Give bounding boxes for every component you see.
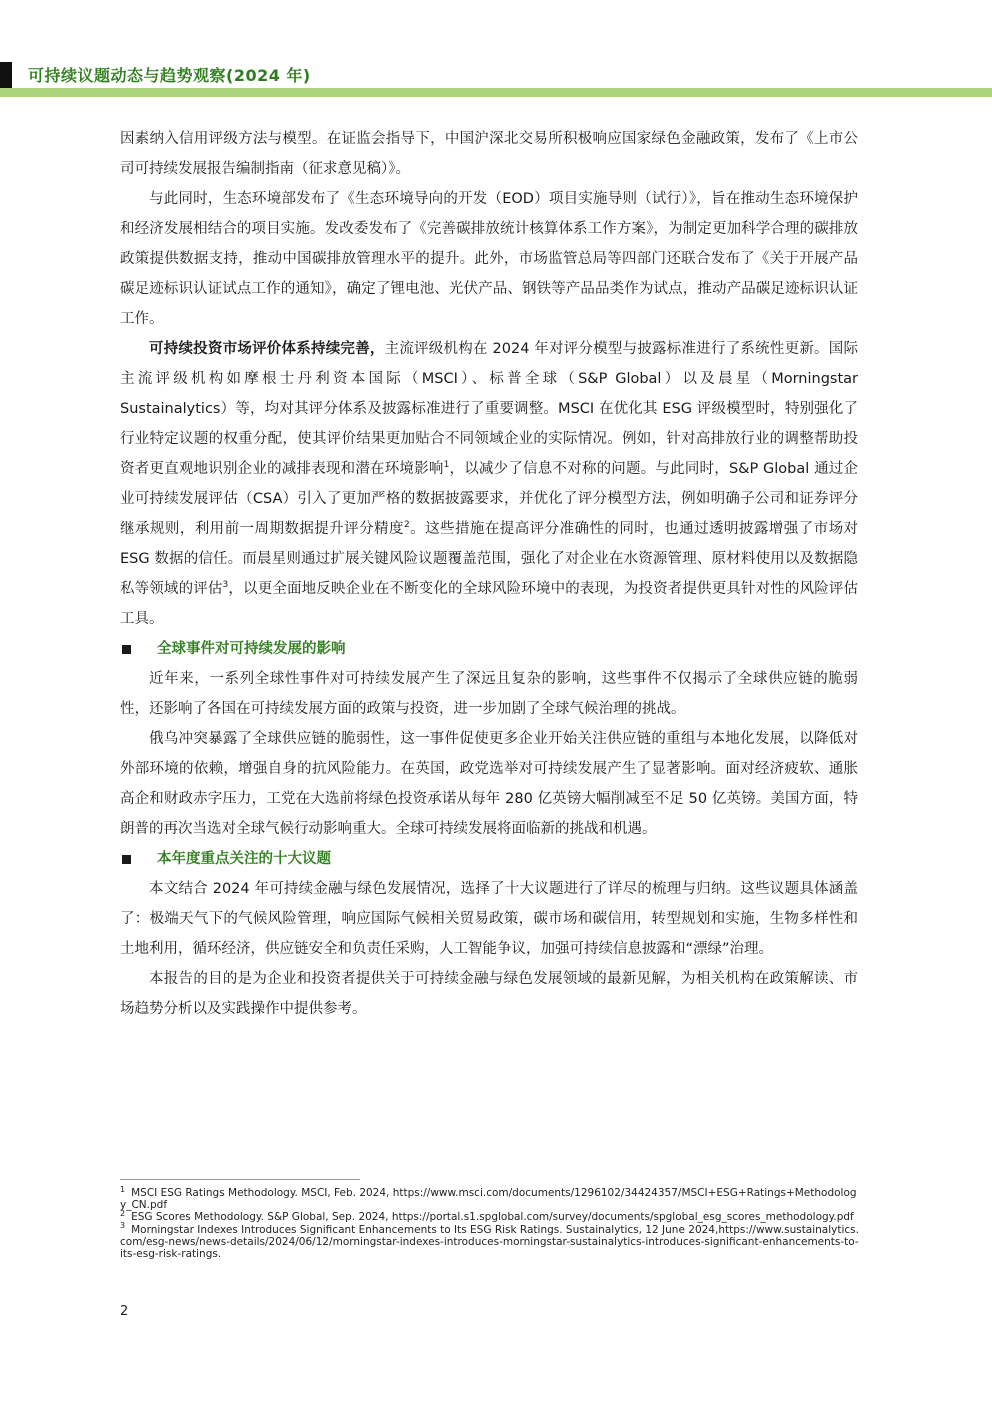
section-heading-global-events (120, 634, 858, 664)
header-accent-bar (0, 62, 12, 90)
paragraph-3-text-b: ，以减少了信息不对称的问题。与此同时，S&P Global 通过企业可持续发展评估（CSA）引入了更加严格的数据披露要求，并优化了评分模型方法，例如明确子公司和证券评分继承规则，利用前一周期数据提升评分精度 (120, 461, 858, 537)
footnote-3 (120, 1221, 860, 1261)
paragraph-3-text-c: 。这些措施在提高评分准确性的同时，也通过透明披露增强了市场对 ESG 数据的信任。而晨星则通过扩展关键风险议题覆盖范围，强化了对企业在水资源管理、原材料使用以及数据隐私等领域的评估 (120, 521, 859, 597)
footnote-number: 2 (120, 1208, 126, 1218)
paragraph-3-text-d: ，以更全面地反映企业在不断变化的全球风险环境中的表现，为投资者提供更具针对性的风险评估工具。 (120, 581, 859, 627)
footnote-ref-1[interactable]: 1 (443, 460, 450, 471)
page-number: 2 (120, 1304, 129, 1319)
footnote-text[interactable]: MSCI ESG Ratings Methodology. MSCI, Feb. 2024, https://www.msci.com/documents/1296102/34424357/MSCI+ESG+Ratings+Methodology_CN.pdf (120, 1187, 857, 1212)
bullet-square-icon (122, 855, 131, 864)
paragraph-4: 近年来，一系列全球性事件对可持续发展产生了深远且复杂的影响，这些事件不仅揭示了全球供应链的脆弱性，还影响了各国在可持续发展方面的政策与投资，进一步加剧了全球气候治理的挑战。 (120, 671, 858, 717)
main-content (120, 124, 858, 1024)
section-heading-ten-topics (120, 844, 858, 874)
footnote-number: 1 (120, 1184, 126, 1194)
paragraph-3-text-a: 主流评级机构在 2024 年对评分模型与披露标准进行了系统性更新。国际主流评级机构如摩根士丹利资本国际（MSCI）、标普全球（S&P Global）以及晨星（Morningstar Sustainalytics）等，均对其评分体系及披露标准进行了重要调整。MSCI 在优化其 ESG 评级模型时，特别强化了行业特定议题的权重分配，使其评价结果更加贴合不同领域企业的实际情况。例如，针对高排放行业的调整帮助投资者更直观地识别企业的减排表现和潜在环境影响 (120, 341, 858, 477)
footnote-number: 3 (120, 1221, 126, 1231)
document-title: 可持续议题动态与趋势观察(2024 年) (28, 66, 311, 85)
footnotes (120, 1184, 860, 1261)
paragraph-7: 本报告的目的是为企业和投资者提供关于可持续金融与绿色发展领域的最新见解，为相关机构在政策解读、市场趋势分析以及实践操作中提供参考。 (120, 971, 858, 1017)
paragraph-2: 与此同时，生态环境部发布了《生态环境导向的开发（EOD）项目实施导则（试行）》，旨在推动生态环境保护和经济发展相结合的项目实施。发改委发布了《完善碳排放统计核算体系工作方案》，为制定更加科学合理的碳排放政策提供数据支持，推动中国碳排放管理水平的提升。此外，市场监管总局等四部门还联合发布了《关于开展产品碳足迹标识认证试点工作的通知》，确定了锂电池、光伏产品、钢铁等产品品类作为试点，推动产品碳足迹标识认证工作。 (120, 191, 858, 327)
bullet-square-icon (122, 645, 131, 654)
section-heading-text: 全球事件对可持续发展的影响 (157, 641, 346, 657)
footnote-text[interactable]: ESG Scores Methodology. S&P Global, Sep. 2024, https://portal.s1.spglobal.com/survey/documents/spglobal_esg_scores_methodology.pdf (131, 1211, 854, 1224)
footnote-ref-2[interactable]: 2 (403, 520, 410, 531)
paragraph-1: 因素纳入信用评级方法与模型。在证监会指导下，中国沪深北交易所积极响应国家绿色金融政策，发布了《上市公司可持续发展报告编制指南（征求意见稿）》。 (120, 131, 858, 177)
paragraph-6: 本文结合 2024 年可持续金融与绿色发展情况，选择了十大议题进行了详尽的梳理与归纳。这些议题具体涵盖了：极端天气下的气候风险管理，响应国际气候相关贸易政策，碳市场和碳信用，转型规划和实施，生物多样性和土地利用，循环经济，供应链安全和负责任采购，人工智能争议，加强可持续信息披露和“漂绿”治理。 (120, 881, 858, 957)
paragraph-3-lead: 可持续投资市场评价体系持续完善， (149, 341, 385, 357)
footnote-2 (120, 1208, 860, 1224)
footnote-divider (120, 1179, 360, 1180)
paragraph-5: 俄乌冲突暴露了全球供应链的脆弱性，这一事件促使更多企业开始关注供应链的重组与本地化发展，以降低对外部环境的依赖，增强自身的抗风险能力。在英国，政党选举对可持续发展产生了显著影响。面对经济疲软、通胀高企和财政赤字压力，工党在大选前将绿色投资承诺从每年 280 亿英镑大幅削减至不足 50 亿英镑。美国方面，特朗普的再次当选对全球气候行动影响重大。全球可持续发展将面临新的挑战和机遇。 (120, 731, 858, 837)
footnote-ref-3[interactable]: 3 (222, 580, 229, 591)
paragraph-3 (120, 334, 858, 634)
footnote-text[interactable]: Morningstar Indexes Introduces Significant Enhancements to Its ESG Risk Ratings. Sustainalytics, 12 June 2024,https://www.sustainalytics.com/esg-news/news-details/2024/06/12/morningstar-indexes-introduces-morningstar-sustainalytics-introduces-significant-enhancements-to-its-esg-risk-ratings. (120, 1223, 859, 1261)
section-heading-text: 本年度重点关注的十大议题 (157, 851, 331, 867)
header-green-rule (0, 88, 992, 97)
footnote-1 (120, 1184, 860, 1212)
